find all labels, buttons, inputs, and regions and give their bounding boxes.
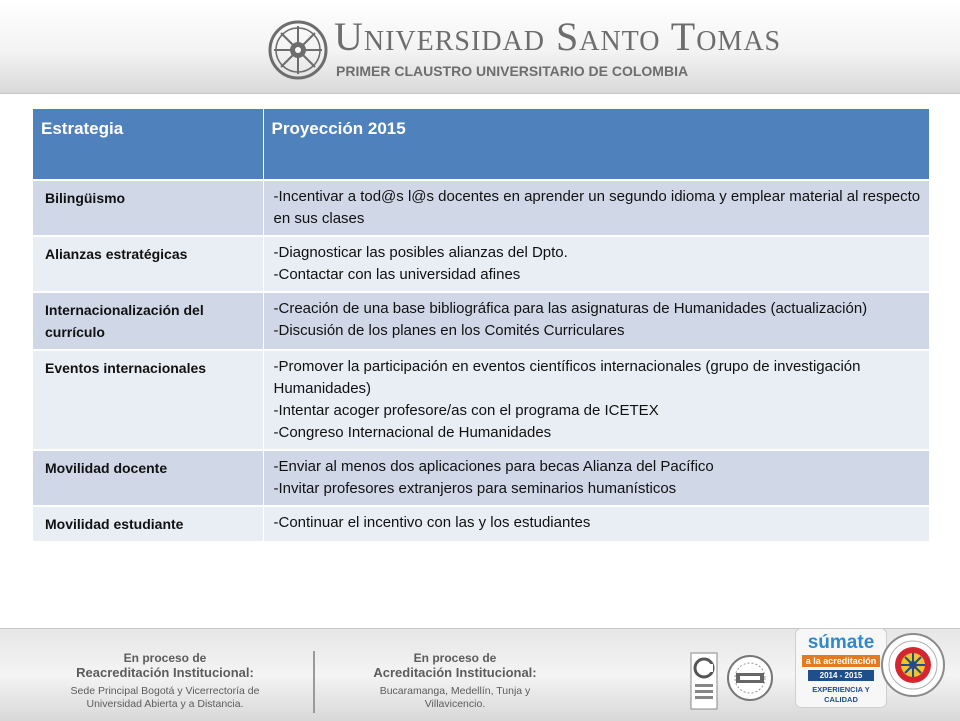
projection-line: -Continuar el incentivo con las y los estudiantes xyxy=(273,514,591,531)
projection-line: -Creación de una base bibliográfica para las asignaturas de Humanidades (actualización) xyxy=(273,300,868,317)
table-row xyxy=(33,180,929,236)
crest-icon xyxy=(268,20,328,80)
table-row xyxy=(33,292,929,350)
table-row xyxy=(33,236,929,292)
projection-line: -Promover la participación en eventos científicos internacionales (grupo de investigación Humanidades) xyxy=(273,358,861,397)
strategy-cell: Movilidad estudiante xyxy=(33,506,263,542)
projection-line: -Contactar con las universidad afines xyxy=(273,266,521,283)
accreditation-block-bogota xyxy=(60,651,270,711)
university-name: Universidad Santo Tomas xyxy=(334,14,782,59)
strategy-table xyxy=(33,109,929,543)
header-bar xyxy=(0,0,960,94)
projection-line: -Invitar profesores extranjeros para seminarios humanísticos xyxy=(273,480,677,497)
column-header-strategy: Estrategia xyxy=(33,109,263,180)
projection-line: -Discusión de los planes en los Comités Curriculares xyxy=(273,322,625,339)
projection-line: -Congreso Internacional de Humanidades xyxy=(273,424,552,441)
strategy-cell: Bilingüismo xyxy=(33,180,263,236)
projection-line: -Enviar al menos dos aplicaciones para becas Alianza del Pacífico xyxy=(273,458,714,475)
badge-years: 2014 - 2015 xyxy=(808,670,874,681)
accreditation-type: Reacreditación Institucional: xyxy=(76,665,254,680)
projection-cell xyxy=(263,292,929,350)
accreditation-sites: Sede Principal Bogotá y Vicerrectoría de Universidad Abierta y a Distancia. xyxy=(70,685,260,710)
table-header-row xyxy=(33,109,929,180)
table-row xyxy=(33,450,929,506)
accreditation-badge xyxy=(795,628,887,708)
iqnet-icon xyxy=(726,654,774,702)
accreditation-type: Acreditación Institucional: xyxy=(373,665,537,680)
projection-cell xyxy=(263,180,929,236)
accreditation-sites: Bucaramanga, Medellín, Tunja y Villavicencio. xyxy=(379,685,531,710)
projection-line: -Diagnosticar las posibles alianzas del Dpto. xyxy=(273,244,568,261)
table-row xyxy=(33,506,929,542)
strategy-cell: Internacionalización del currículo xyxy=(33,292,263,350)
badge-title: súmate xyxy=(807,632,875,653)
projection-cell xyxy=(263,450,929,506)
column-header-projection: Proyección 2015 xyxy=(263,109,929,180)
projection-line: -Incentivar a tod@s l@s docentes en aprender un segundo idioma y emplear material al respecto en sus clases xyxy=(273,188,921,227)
table-row xyxy=(33,350,929,450)
university-subtitle: PRIMER CLAUSTRO UNIVERSITARIO DE COLOMBIA xyxy=(336,63,689,79)
footer-divider xyxy=(313,651,315,713)
university-seal-icon xyxy=(880,632,946,698)
accreditation-block-regional xyxy=(360,651,550,711)
projection-cell xyxy=(263,506,929,542)
projection-cell xyxy=(263,350,929,450)
icontec-iso-icon xyxy=(690,652,718,710)
badge-subtitle: a la acreditación xyxy=(802,655,880,667)
badge-motto: EXPERIENCIA Y CALIDAD xyxy=(812,685,870,704)
accreditation-status: En proceso de xyxy=(413,651,497,665)
projection-cell xyxy=(263,236,929,292)
accreditation-status: En proceso de xyxy=(123,651,207,665)
strategy-cell: Movilidad docente xyxy=(33,450,263,506)
projection-line: -Intentar acoger profesore/as con el programa de ICETEX xyxy=(273,402,659,419)
strategy-cell: Eventos internacionales xyxy=(33,350,263,450)
strategy-cell: Alianzas estratégicas xyxy=(33,236,263,292)
